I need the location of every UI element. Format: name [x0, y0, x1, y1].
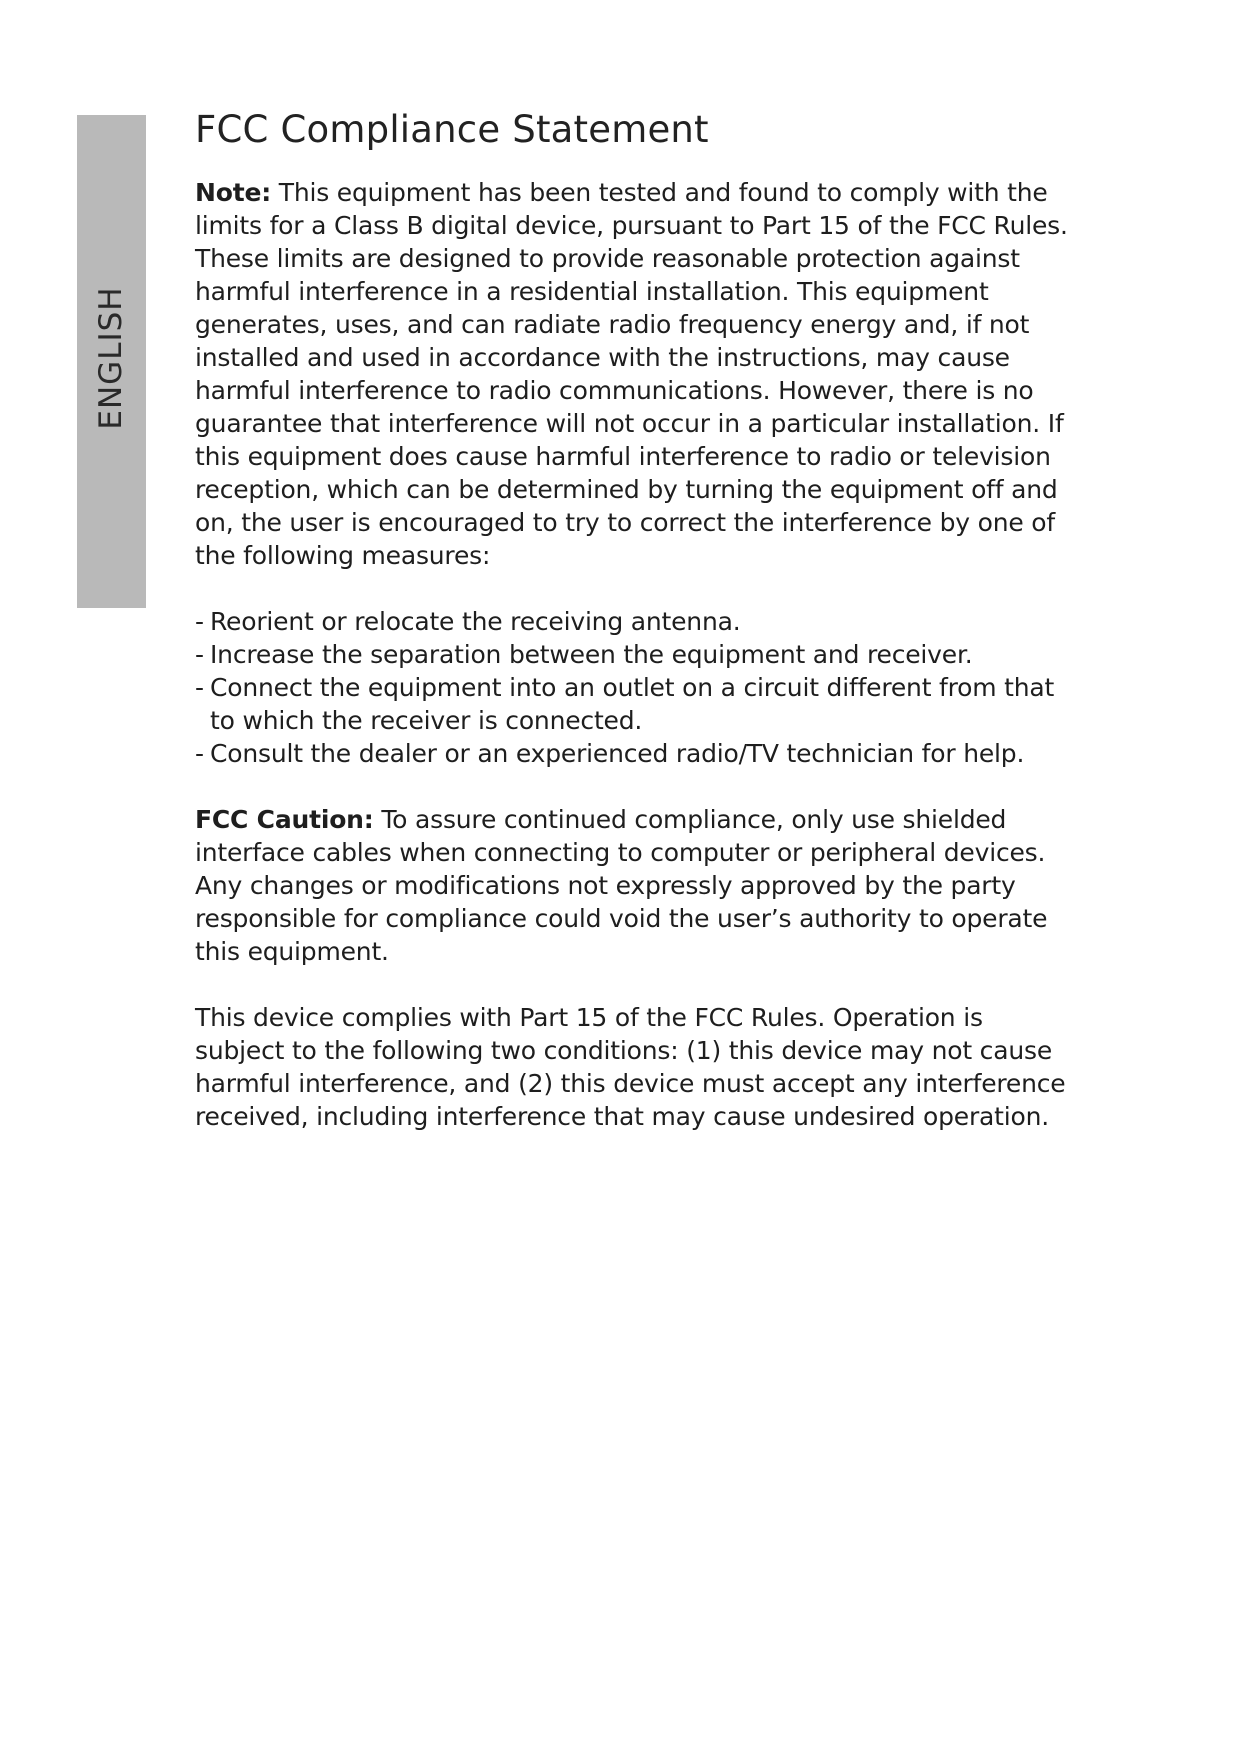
document-content [195, 100, 1075, 1133]
note-text: This equipment has been tested and found to comply with the limits for a Class B digital device, pursuant to Part 15 of the FCC Rules. These limits are designed to provide reasonable protection against harmful interference in a residential installation. This equipment generates, uses, and can radiate radio frequency energy and, if not installed and used in accordance with the instructions, may cause harmful interference to radio communications. However, there is no guarantee that interference will not occur in a particular installation. If this equipment does cause harmful interference to radio or television reception, which can be determined by turning the equipment off and on, the user is encouraged to try to correct the interference by one of the following measures: [195, 178, 1068, 570]
note-label: Note: [195, 178, 272, 207]
page-title: FCC Compliance Statement [195, 108, 709, 151]
list-item: - Consult the dealer or an experienced radio/TV technician for help. [195, 737, 1075, 770]
list-item: - Increase the separation between the equipment and receiver. [195, 638, 1075, 671]
fcc-caution-paragraph [195, 803, 1075, 968]
caution-label: FCC Caution: [195, 805, 374, 834]
note-paragraph [195, 176, 1075, 572]
device-statement-paragraph: This device complies with Part 15 of the FCC Rules. Operation is subject to the following two conditions: (1) this device may not cause harmful interference, and (2) this device must accept any interference received, including interference that may cause undesired operation. [195, 1003, 1066, 1131]
list-item: - Connect the equipment into an outlet on a circuit different from that to which the receiver is connected. [195, 671, 1075, 737]
measures-list [195, 605, 1075, 770]
list-item: - Reorient or relocate the receiving antenna. [195, 605, 1075, 638]
caution-text: To assure continued compliance, only use shielded interface cables when connecting to computer or peripheral devices. Any changes or modifications not expressly approved by the party responsible for compliance could void the user’s authority to operate this equipment. [195, 805, 1048, 966]
language-tab-label: ENGLISH [93, 286, 129, 430]
